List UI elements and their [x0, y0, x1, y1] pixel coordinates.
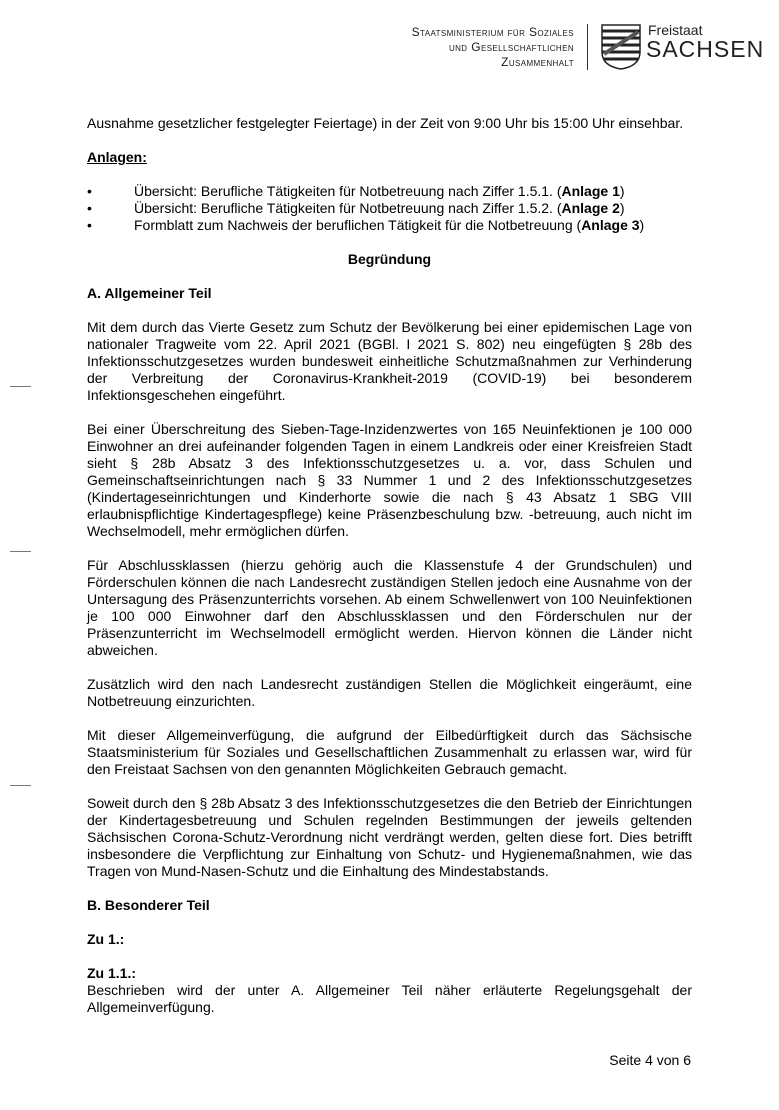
list-item: • Formblatt zum Nachweis der beruflichen Tätigkeit für die Notbetreuung (Anlage 3) [87, 217, 645, 233]
header-divider [587, 24, 588, 70]
paragraph: Für Abschlussklassen (hierzu gehörig auch die Klassenstufe 4 der Grundschulen) und Förderschulen können die nach Landesrecht zuständigen Stellen jedoch eine Ausnahme von der Untersagung des Präsenzunterrichts vorsehen. Ab einem Schwellenwert von 100 Neuinfektionen je 100 000 Einwohner darf den Abschlussklassen und den Förderschulen nur der Präsenzunterricht im Wechselmodell ermöglicht werden. Hiervon können die Länder nicht abweichen. [87, 557, 692, 658]
page-number: Seite 4 von 6 [609, 1052, 691, 1068]
ministry-line-1: Staatsministerium für Soziales [411, 25, 574, 39]
paragraph: Mit dem durch das Vierte Gesetz zum Schutz der Bevölkerung bei einer epidemischen Lage von nationaler Tragweite vom 22. April 2021 (BGBl. I 2021 S. 802) neu eingefügten § 28b des Infektionsschutzgesetzes wurden bundesweit einheitliche Schutzmaßnahmen zur Verhinderung der Verbreitung der Coronavirus-Krankheit-2019 (COVID-19) bei besonderem Infektionsgeschehen eingeführt. [87, 319, 692, 403]
list-item: • Übersicht: Berufliche Tätigkeiten für Notbetreuung nach Ziffer 1.5.1. (Anlage 1) [87, 183, 625, 199]
list-item: • Übersicht: Berufliche Tätigkeiten für Notbetreuung nach Ziffer 1.5.2. (Anlage 2) [87, 200, 625, 216]
state-name-small: Freistaat [648, 22, 703, 38]
margin-mark [10, 785, 31, 786]
bullet: • [87, 183, 92, 199]
paragraph: Bei einer Überschreitung des Sieben-Tage-Inzidenzwertes von 165 Neuinfektionen je 100 000 Einwohner an drei aufeinander folgenden Tagen in einem Landkreis oder einer Kreisfreien Stadt sieht § 28b Absatz 3 des Infektionsschutzgesetzes u. a. vor, dass Schulen und Gemeinschaftseinrichtungen nach § 33 Nummer 1 und 2 des Infektionsschutzgesetzes (Kindertageseinrichtungen und Kinderhorte sowie die nach § 43 Absatz 1 SBG VIII erlaubnispflichtige Kindertagespflege) keine Präsenzbeschulung bzw. -betreuung, auch nicht im Wechselmodell, mehr ermöglichen dürfen. [87, 421, 692, 539]
bullet: • [87, 217, 92, 233]
attachments-list [87, 183, 692, 234]
begruendung-heading: Begründung [347, 251, 432, 267]
ministry-line-2: und Gesellschaftlichen [448, 40, 574, 54]
bullet: • [87, 200, 92, 216]
anlagen-heading: Anlagen: [87, 149, 147, 165]
ministry-line-3: Zusammenhalt [501, 55, 574, 69]
coat-of-arms-icon [601, 24, 641, 70]
state-name: SACHSEN [646, 36, 765, 62]
section-b-heading: B. Besonderer Teil [87, 897, 210, 913]
paragraph: Beschrieben wird der unter A. Allgemeiner Teil näher erläuterte Regelungsgehalt der Allgemeinverfügung. [87, 982, 692, 1015]
paragraph: Mit dieser Allgemeinverfügung, die aufgrund der Eilbedürftigkeit durch das Sächsische Staatsministerium für Soziales und Gesellschaftlichen Zusammenhalt zu erlassen war, wird für den Freistaat Sachsen von den genannten Möglichkeiten Gebrauch gemacht. [87, 727, 692, 777]
paragraph: Zusätzlich wird den nach Landesrecht zuständigen Stellen die Möglichkeit eingeräumt, eine Notbetreuung einzurichten. [87, 676, 692, 709]
paragraph: Soweit durch den § 28b Absatz 3 des Infektionsschutzgesetzes die den Betrieb der Einrichtungen der Kindertagesbetreuung und Schulen regelnden Bestimmungen der jeweils geltenden Sächsischen Corona-Schutz-Verordnung nicht verdrängt werden, gelten diese fort. Dies betrifft insbesondere die Verpflichtung zur Einhaltung von Schutz- und Hygienemaßnahmen, wie das Tragen von Mund-Nasen-Schutz und die Einhaltung des Mindestabstands. [87, 795, 692, 879]
margin-mark [10, 386, 31, 387]
margin-mark [10, 551, 31, 552]
document-body [87, 115, 692, 1033]
ministry-name [334, 25, 574, 70]
zu-1-1-heading: Zu 1.1.: [87, 965, 137, 981]
section-a-heading: A. Allgemeiner Teil [87, 285, 212, 301]
intro-paragraph: Ausnahme gesetzlicher festgelegter Feiertage) in der Zeit von 9:00 Uhr bis 15:00 Uhr einsehbar. [87, 115, 684, 131]
zu-1-heading: Zu 1.: [87, 931, 125, 947]
